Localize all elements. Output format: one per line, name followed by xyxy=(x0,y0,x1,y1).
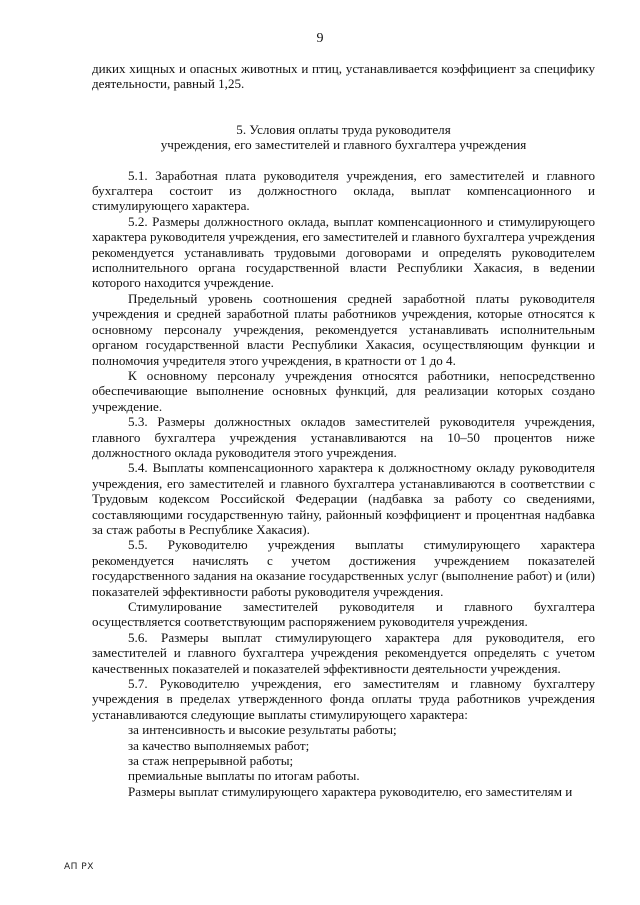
intro-paragraph: диких хищных и опасных животных и птиц, устанавливается коэффициент за специфику деятельности, равный 1,25. xyxy=(92,61,595,92)
page-number: 9 xyxy=(316,31,324,46)
footer-code: АП РХ xyxy=(64,862,94,872)
paragraph-5-2: 5.2. Размеры должностного оклада, выплат компенсационного и стимулирующего характера руководителя учреждения, его заместителей и главного бухгалтера учреждения рекомендуется устанавливать трудовыми договорами и определять руководителем исполнительного органа государственной власти Республики Хакасия, в ведении которого находится учреждение. xyxy=(92,213,595,291)
section-title xyxy=(92,122,595,153)
paragraph-core-staff: К основному персоналу учреждения относятся работники, непосредственно обеспечивающие выполнение основных функций, для реализации которых создано учреждение. xyxy=(92,367,595,414)
closing-paragraph: Размеры выплат стимулирующего характера руководителю, его заместителям и xyxy=(128,783,573,799)
paragraph-5-7: 5.7. Руководителю учреждения, его заместителям и главному бухгалтеру учреждения в пределах утвержденного фонда оплаты труда работников учреждения устанавливаются следующие выплаты стимулирующего характера: xyxy=(92,676,595,722)
list-item: за стаж непрерывной работы; xyxy=(128,753,294,769)
document-body xyxy=(92,61,595,799)
list-item: за качество выполняемых работ; xyxy=(128,737,310,753)
paragraph-5-4: 5.4. Выплаты компенсационного характера к должностному окладу руководителя учреждения, его заместителей и главного бухгалтера устанавливаются в соответствии с Трудовым кодексом Российской Федерации (надбавка за работу со сведениями, составляющими государственную тайну, районный коэффициент и процентная надбавка за стаж работы в Республике Хакасия). xyxy=(92,460,595,537)
paragraph-5-6: 5.6. Размеры выплат стимулирующего характера для руководителя, его заместителей и главного бухгалтера учреждения рекомендуется определять с учетом качественных показателей и показателей эффективности деятельности учреждения. xyxy=(92,629,595,676)
section-title-line-2: учреждения, его заместителей и главного бухгалтера учреждения xyxy=(160,137,527,153)
section-title-line-1: 5. Условия оплаты труда руководителя xyxy=(236,121,451,137)
paragraph-5-5: 5.5. Руководителю учреждения выплаты стимулирующего характера рекомендуется начислять с учетом достижения учреждением показателей государственного задания на оказание государственных услуг (выполнение работ) и (или) показателей эффективности работы руководителя учреждения. xyxy=(92,537,595,599)
paragraph-5-3: 5.3. Размеры должностных окладов заместителей руководителя учреждения, главного бухгалтера учреждения устанавливаются на 10–50 процентов ниже должностного оклада руководителя этого учреждения. xyxy=(92,414,595,460)
paragraph-5-1: 5.1. Заработная плата руководителя учреждения, его заместителей и главного бухгалтера состоит из должностного оклада, выплат компенсационного и стимулирующего характера. xyxy=(92,167,595,214)
list-item: за интенсивность и высокие результаты работы; xyxy=(128,722,397,738)
paragraph-deputy-incentives: Стимулирование заместителей руководителя и главного бухгалтера осуществляется соответствующим распоряжением руководителя учреждения. xyxy=(92,599,595,630)
list-item: премиальные выплаты по итогам работы. xyxy=(128,768,360,784)
paragraph-salary-ratio: Предельный уровень соотношения средней заработной платы руководителя учреждения и средней заработной платы работников учреждения, которые относятся к основному персоналу учреждения, рекомендуется устанавливать исполнительным органом государственной власти Республики Хакасия, осуществляющим функции и полномочия учредителя этого учреждения, в кратности от 1 до 4. xyxy=(92,290,595,368)
